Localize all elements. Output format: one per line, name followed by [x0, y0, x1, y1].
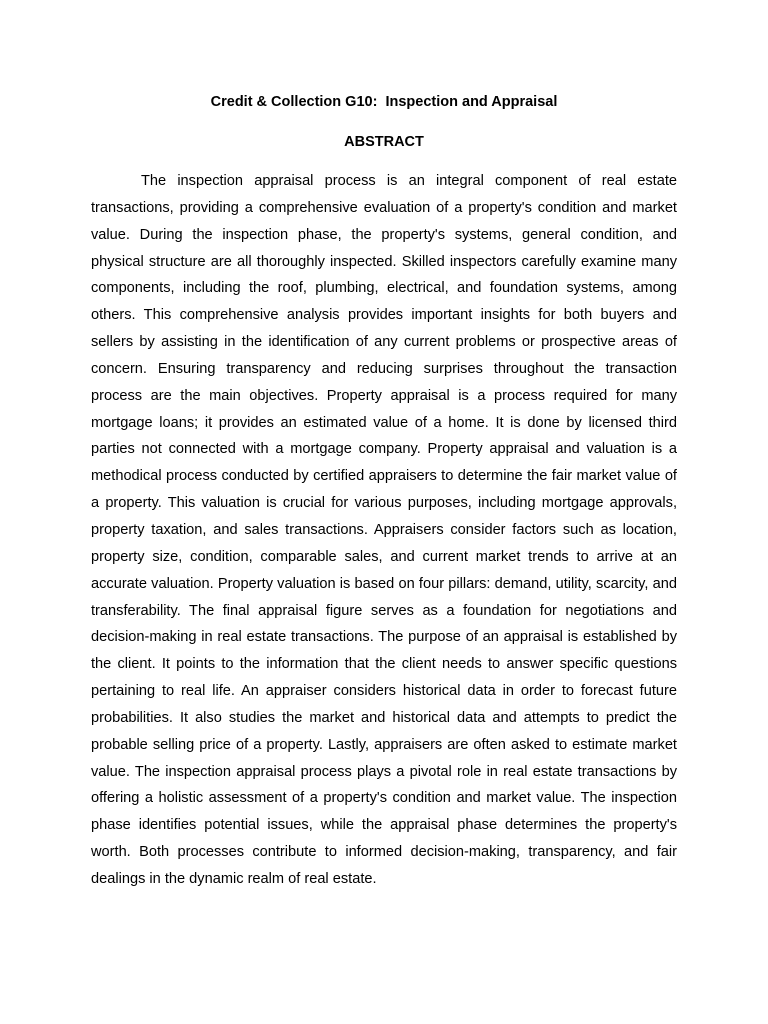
document-title: Credit & Collection G10: Inspection and Appraisal — [210, 94, 558, 110]
abstract-paragraph: The inspection appraisal process is an integral component of real estate transactions, providing a comprehensive evaluation of a property's condition and market value. During the inspection phase, the property's systems, general condition, and physical structure are all thoroughly inspected. Skilled inspectors carefully examine many components, including the roof, plumbing, electrical, and foundation systems, among others. This comprehensive analysis provides important insights for both buyers and sellers by assisting in the identification of any current problems or prospective areas of concern. Ensuring transparency and reducing surprises throughout the transaction process are the main objectives. Property appraisal is a process required for many mortgage loans; it provides an estimated value of a home. It is done by licensed third parties not connected with a mortgage company. Property appraisal and valuation is a methodical process conducted by certified appraisers to determine the fair market value of a property. This valuation is crucial for various purposes, including mortgage approvals, property taxation, and sales transactions. Appraisers consider factors such as location, property size, condition, comparable sales, and current market trends to arrive at an accurate valuation. Property valuation is based on four pillars: demand, utility, scarcity, and transferability. The final appraisal figure serves as a foundation for negotiations and decision-making in real estate transactions. The purpose of an appraisal is established by the client. It points to the information that the client needs to answer specific questions pertaining to real life. An appraiser considers historical data in order to forecast future probabilities. It also studies the market and historical data and attempts to predict the probable selling price of a property. Lastly, appraisers are often asked to estimate market value. The inspection appraisal process plays a pivotal role in real estate transactions by offering a holistic assessment of a property's condition and market value. The inspection phase identifies potential issues, while the appraisal phase determines the property's worth. Both processes contribute to informed decision-making, transparency, and fair dealings in the dynamic realm of real estate. — [91, 173, 677, 887]
abstract-heading: ABSTRACT — [344, 134, 424, 150]
